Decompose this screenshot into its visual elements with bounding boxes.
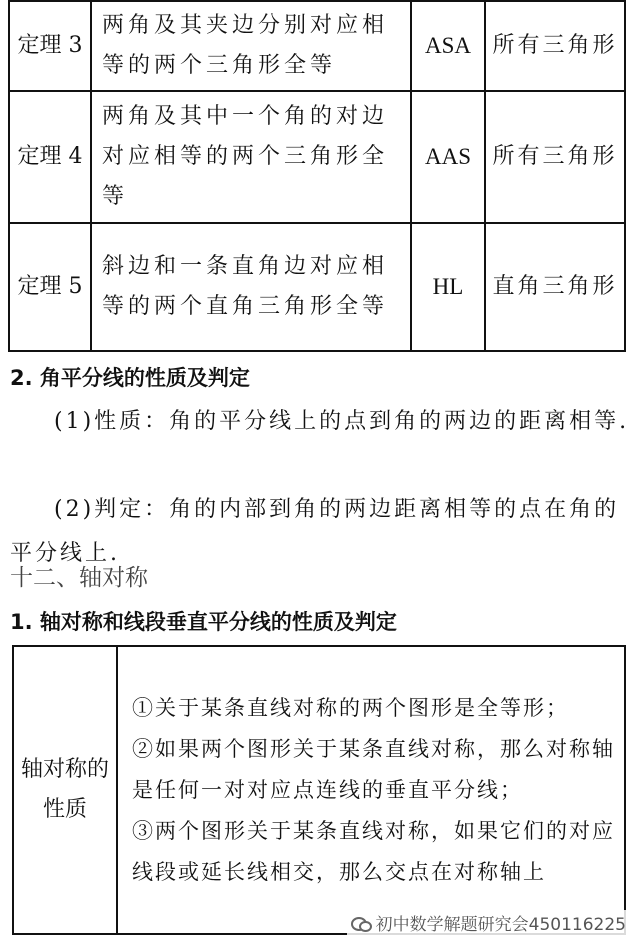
theorem-scope: 所有三角形 <box>485 1 625 91</box>
theorem-abbr: ASA <box>411 1 485 91</box>
table-row <box>9 223 625 351</box>
symmetry-item: ②如果两个图形关于某条直线对称，那么对称轴是任何一对对应点连线的垂直平分线； <box>132 736 615 802</box>
symmetry-properties <box>117 646 625 934</box>
wechat-icon <box>351 916 371 930</box>
table-row <box>13 646 625 934</box>
symmetry-label: 轴对称的性质 <box>13 646 117 934</box>
symmetry-heading: 1. 轴对称和线段垂直平分线的性质及判定 <box>10 610 397 634</box>
theorem-name: 定理 5 <box>9 223 91 351</box>
watermark-text: 初中数学解题研究会450116225 <box>375 915 626 935</box>
symmetry-item: ③两个图形关于某条直线对称，如果它们的对应线段或延长线相交，那么交点在对称轴上 <box>132 818 615 884</box>
theorem-scope: 所有三角形 <box>485 91 625 223</box>
theorem-name: 定理 4 <box>9 91 91 223</box>
watermark <box>347 910 630 935</box>
table-row <box>9 91 625 223</box>
symmetry-table <box>12 645 626 935</box>
angle-bisector-property: (1)性质：角的平分线上的点到角的两边的距离相等. <box>54 409 630 434</box>
angle-bisector-heading: 2. 角平分线的性质及判定 <box>10 366 250 390</box>
theorem-scope: 直角三角形 <box>485 223 625 351</box>
theorem-description: 斜边和一条直角边对应相等的两个直角三角形全等 <box>91 223 411 351</box>
theorem-description: 两角及其中一个角的对边对应相等的两个三角形全等 <box>91 91 411 223</box>
theorem-name: 定理 3 <box>9 1 91 91</box>
theorem-abbr: AAS <box>411 91 485 223</box>
theorem-abbr: HL <box>411 223 485 351</box>
symmetry-item: ①关于某条直线对称的两个图形是全等形； <box>132 695 569 720</box>
angle-bisector-criterion: (2)判定：角的内部到角的两边距离相等的点在角的平分线上. <box>10 497 620 566</box>
section-title: 十二、轴对称 <box>10 565 148 591</box>
theorem-table <box>8 0 626 352</box>
theorem-description: 两角及其夹边分别对应相等的两个三角形全等 <box>91 1 411 91</box>
table-row <box>9 1 625 91</box>
